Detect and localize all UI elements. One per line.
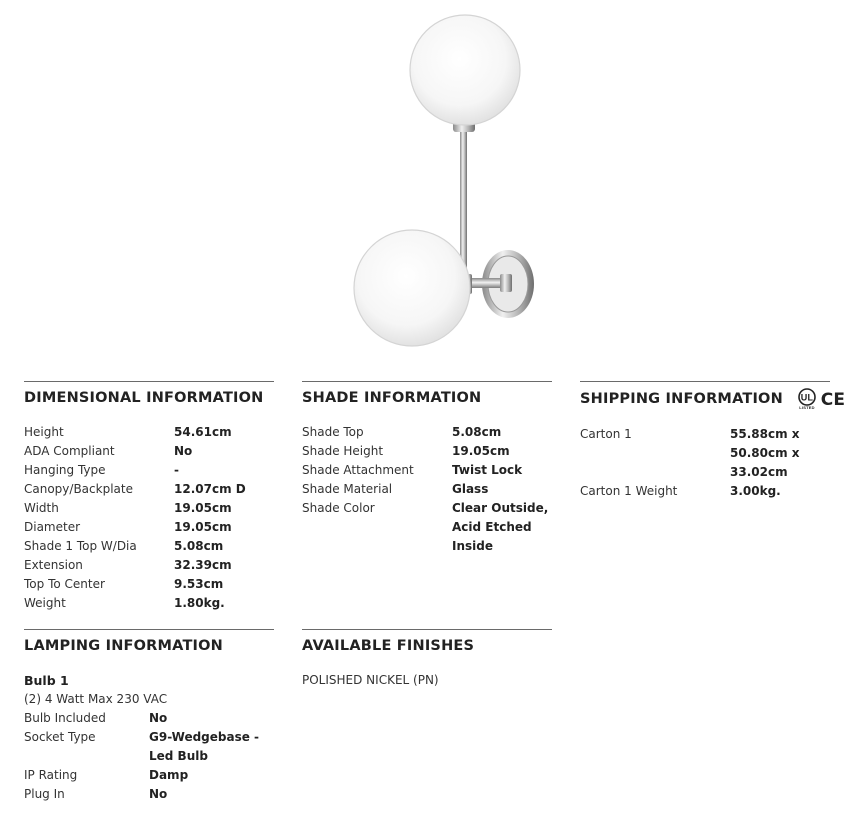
spec-row bbox=[24, 594, 274, 613]
spec-label: Shade Material bbox=[302, 482, 393, 496]
wall-sconce-illustration bbox=[340, 6, 550, 356]
section-title: AVAILABLE FINISHES bbox=[302, 638, 475, 654]
ce-mark: CE bbox=[820, 390, 846, 409]
spec-row bbox=[24, 785, 274, 804]
spec-row bbox=[24, 423, 274, 442]
spec-value: Glass bbox=[452, 482, 489, 496]
section-title: SHIPPING INFORMATION bbox=[580, 391, 783, 407]
spec-label: Bulb Included bbox=[24, 711, 106, 725]
bulb-title: Bulb 1 bbox=[24, 673, 69, 688]
spec-row bbox=[24, 709, 274, 728]
section-divider bbox=[580, 381, 830, 382]
spec-row bbox=[24, 537, 274, 556]
spec-value: 19.05cm bbox=[174, 520, 232, 534]
spec-label: Shade 1 Top W/Dia bbox=[24, 539, 137, 553]
spec-label: Plug In bbox=[24, 787, 65, 801]
spec-value: 9.53cm bbox=[174, 577, 224, 591]
spec-row bbox=[302, 423, 552, 442]
available-finishes-section bbox=[302, 629, 552, 690]
spec-row bbox=[24, 728, 274, 766]
ul-mark: UL bbox=[800, 392, 814, 403]
spec-label: Carton 1 Weight bbox=[580, 484, 678, 498]
spec-row bbox=[302, 461, 552, 480]
section-divider bbox=[24, 381, 274, 382]
spec-value: 19.05cm bbox=[452, 444, 510, 458]
spec-label: Shade Top bbox=[302, 425, 364, 439]
spec-value: No bbox=[149, 711, 168, 725]
spec-label: Canopy/Backplate bbox=[24, 482, 133, 496]
spec-value: Clear Outside, Acid Etched Inside bbox=[452, 501, 549, 553]
ce-mark-icon bbox=[820, 389, 846, 409]
spec-label: Shade Height bbox=[302, 444, 384, 458]
section-divider bbox=[302, 629, 552, 630]
bulb-description: (2) 4 Watt Max 230 VAC bbox=[24, 692, 168, 706]
section-divider bbox=[24, 629, 274, 630]
spec-label: Weight bbox=[24, 596, 66, 610]
finish-item: POLISHED NICKEL (PN) bbox=[302, 673, 439, 687]
spec-label: Extension bbox=[24, 558, 83, 572]
spec-label: Hanging Type bbox=[24, 463, 106, 477]
spec-value: G9-Wedgebase - Led Bulb bbox=[149, 730, 260, 763]
spec-list bbox=[302, 423, 552, 556]
spec-label: Carton 1 bbox=[580, 427, 632, 441]
spec-row bbox=[24, 442, 274, 461]
spec-value: 55.88cm x 50.80cm x 33.02cm bbox=[730, 427, 800, 479]
spec-value: 5.08cm bbox=[452, 425, 502, 439]
spec-row bbox=[24, 575, 274, 594]
spec-row bbox=[24, 461, 274, 480]
spec-row bbox=[302, 442, 552, 461]
spec-value: 3.00kg. bbox=[730, 484, 781, 498]
spec-label: Shade Attachment bbox=[302, 463, 414, 477]
spec-label: Top To Center bbox=[24, 577, 105, 591]
spec-row bbox=[24, 518, 274, 537]
spec-row bbox=[302, 499, 552, 556]
spec-list bbox=[580, 425, 830, 501]
certification-badges bbox=[794, 388, 846, 410]
finish-list bbox=[302, 671, 552, 690]
section-title: LAMPING INFORMATION bbox=[24, 638, 223, 654]
spec-value: No bbox=[149, 787, 168, 801]
spec-value: Twist Lock bbox=[452, 463, 523, 477]
spec-row bbox=[302, 480, 552, 499]
section-title: DIMENSIONAL INFORMATION bbox=[24, 390, 264, 406]
shade-information-section bbox=[302, 381, 552, 556]
spec-value: No bbox=[174, 444, 193, 458]
spec-label: Height bbox=[24, 425, 64, 439]
spec-label: Socket Type bbox=[24, 730, 96, 744]
spec-label: IP Rating bbox=[24, 768, 78, 782]
spec-value: Damp bbox=[149, 768, 189, 782]
ul-listed-text: LISTED bbox=[799, 405, 815, 410]
spec-row bbox=[24, 556, 274, 575]
section-title: SHADE INFORMATION bbox=[302, 390, 482, 406]
spec-row bbox=[24, 499, 274, 518]
spec-value: - bbox=[174, 463, 179, 477]
spec-row bbox=[24, 480, 274, 499]
spec-list bbox=[24, 423, 274, 613]
spec-list bbox=[24, 709, 274, 804]
spec-value: 19.05cm bbox=[174, 501, 232, 515]
spec-label: Diameter bbox=[24, 520, 81, 534]
spec-label: Shade Color bbox=[302, 501, 375, 515]
spec-value: 5.08cm bbox=[174, 539, 224, 553]
lamping-information-section bbox=[24, 629, 274, 804]
spec-value: 12.07cm D bbox=[174, 482, 246, 496]
spec-value: 32.39cm bbox=[174, 558, 232, 572]
spec-row bbox=[24, 766, 274, 785]
spec-value: 54.61cm bbox=[174, 425, 232, 439]
product-image bbox=[340, 6, 550, 356]
spec-row bbox=[580, 425, 830, 482]
spec-label: ADA Compliant bbox=[24, 444, 115, 458]
spec-value: 1.80kg. bbox=[174, 596, 225, 610]
section-title-row bbox=[580, 388, 846, 410]
dimensional-information-section bbox=[24, 381, 274, 613]
spec-label: Width bbox=[24, 501, 59, 515]
shipping-information-section bbox=[580, 381, 846, 501]
spec-row bbox=[580, 482, 830, 501]
ul-listed-icon bbox=[794, 388, 820, 410]
section-divider bbox=[302, 381, 552, 382]
